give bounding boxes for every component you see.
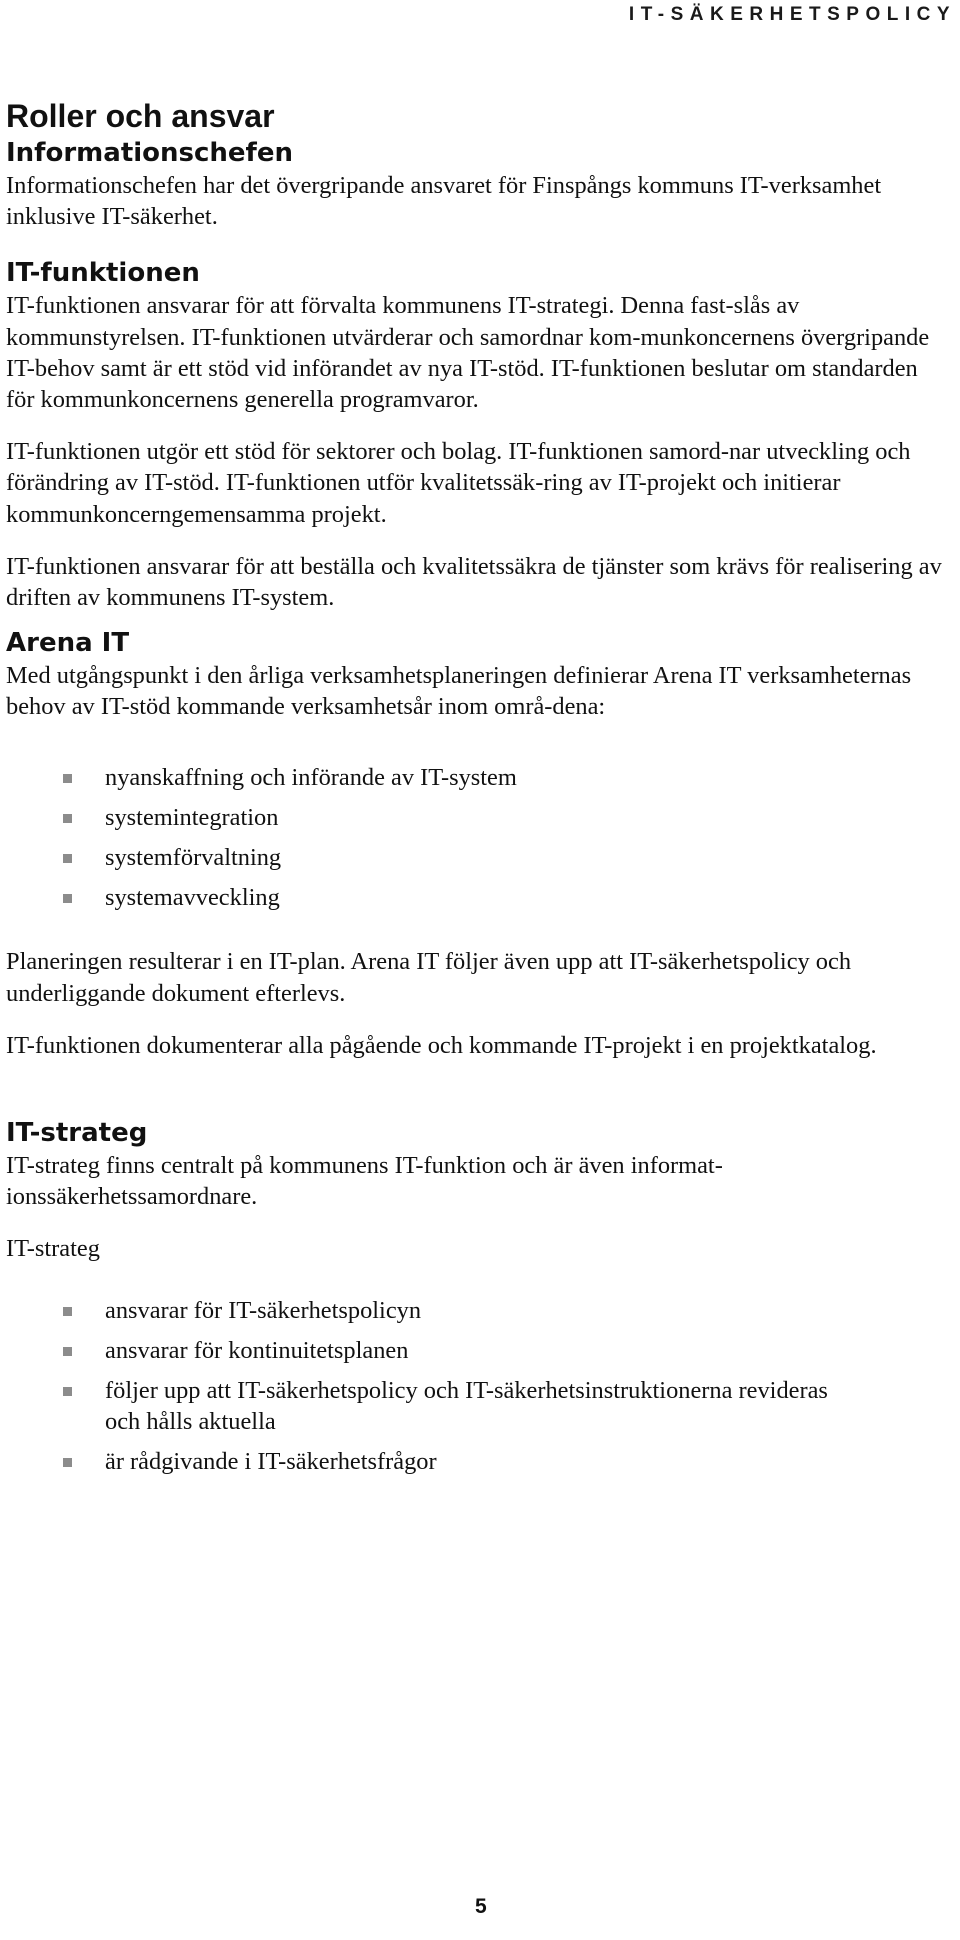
paragraph: IT-strateg xyxy=(6,1235,100,1263)
list-item: är rådgivande i IT-säkerhetsfrågor xyxy=(6,1446,946,1477)
document-body xyxy=(6,96,946,1478)
square-bullet-icon xyxy=(63,1347,72,1356)
list-item: systemavveckling xyxy=(6,882,946,913)
list-item: systemförvaltning xyxy=(6,842,946,873)
section-heading-arena-it: Arena IT xyxy=(6,628,130,659)
square-bullet-icon xyxy=(63,774,72,783)
paragraph: Informationschefen har det övergripande ansvaret för Finspångs kommuns IT-verksamhet inklusive IT-säkerhet. xyxy=(6,172,882,231)
square-bullet-icon xyxy=(63,814,72,823)
square-bullet-icon xyxy=(63,894,72,903)
list-item: ansvarar för IT-säkerhetspolicyn xyxy=(6,1295,946,1326)
section-heading-it-strateg: IT-strateg xyxy=(6,1118,148,1149)
square-bullet-icon xyxy=(63,1307,72,1316)
paragraph: IT-funktionen dokumenterar alla pågående och kommande IT-projekt i en projektkatalog. xyxy=(6,1031,877,1059)
section-heading-it-funktionen: IT-funktionen xyxy=(6,258,200,289)
running-header: IT-SÄKERHETSPOLICY xyxy=(628,4,956,25)
list-item: ansvarar för kontinuitetsplanen xyxy=(6,1335,946,1366)
list-item: systemintegration xyxy=(6,802,946,833)
paragraph: IT-funktionen utgör ett stöd för sektorer och bolag. IT-funktionen samord-nar utveckling och förändring av IT-stöd. IT-funktionen utför kvalitetssäk-ring av IT-projekt och initierar kommunkoncerngemensamma projekt. xyxy=(6,438,911,528)
paragraph: IT-strateg finns centralt på kommunens IT-funktion och är även informat-ionssäkerhetssamordnare. xyxy=(6,1152,723,1211)
page-number: 5 xyxy=(475,1895,487,1918)
list-item: följer upp att IT-säkerhetspolicy och IT-säkerhetsinstruktionerna revideras och hålls aktuella xyxy=(6,1375,946,1437)
bullet-list-arena-it xyxy=(6,762,946,914)
paragraph: Planeringen resulterar i en IT-plan. Arena IT följer även upp att IT-säkerhetspolicy och underliggande dokument efterlevs. xyxy=(6,948,852,1007)
paragraph: IT-funktionen ansvarar för att beställa och kvalitetssäkra de tjänster som krävs för realisering av driften av kommunens IT-system. xyxy=(6,552,942,612)
paragraph: IT-funktionen ansvarar för att förvalta kommunens IT-strategi. Denna fast-slås av kommunstyrelsen. IT-funktionen utvärderar och samordnar kom-munkoncernens övergripande IT-behov samt är ett stöd vid införandet av nya IT-stöd. IT-funktionen beslutar om standarden för kommunkoncernens generella programvaror. xyxy=(6,292,930,414)
bullet-list-it-strateg xyxy=(6,1295,946,1478)
paragraph: Med utgångspunkt i den årliga verksamhetsplaneringen definierar Arena IT verksamheternas behov av IT-stöd kommande verksamhetsår inom områ-dena: xyxy=(6,662,912,721)
square-bullet-icon xyxy=(63,1458,72,1467)
page-title: Roller och ansvar xyxy=(6,98,275,134)
square-bullet-icon xyxy=(63,854,72,863)
square-bullet-icon xyxy=(63,1387,72,1396)
section-heading-informationschefen: Informationschefen xyxy=(6,138,294,168)
list-item: nyanskaffning och införande av IT-system xyxy=(6,762,946,793)
